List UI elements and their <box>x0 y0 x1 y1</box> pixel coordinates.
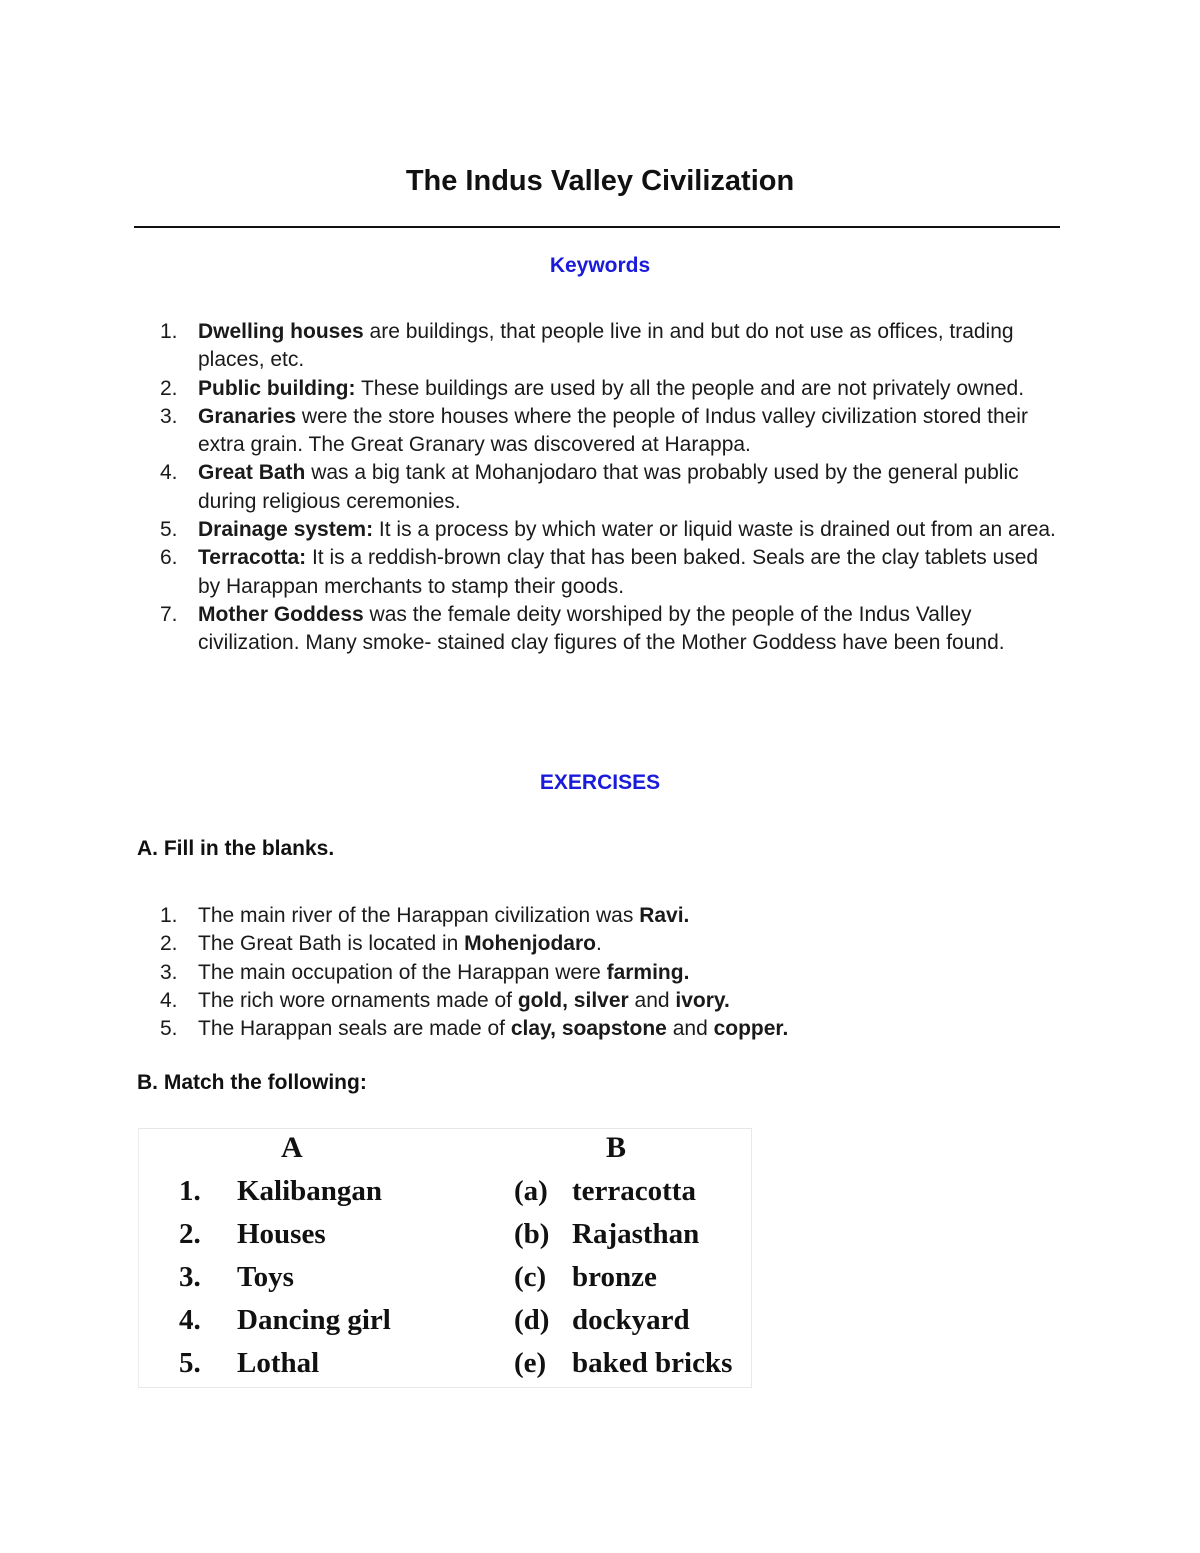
keyword-item <box>134 459 1064 516</box>
keyword-term: Mother Goddess <box>198 602 364 626</box>
match-row <box>139 1261 751 1301</box>
fill-blank-item <box>134 987 1064 1015</box>
keyword-term: Great Bath <box>198 461 306 485</box>
column-a-header: A <box>281 1131 303 1164</box>
fill-blank-item <box>134 902 1064 930</box>
column-b-header: B <box>606 1131 627 1164</box>
column-a-item: Toys <box>237 1261 294 1293</box>
keyword-number: 7. <box>160 602 178 626</box>
column-b-item: dockyard <box>572 1304 690 1336</box>
item-number: 1. <box>160 904 178 927</box>
fill-blank-item <box>134 930 1064 958</box>
answer-text: clay, soapstone <box>510 1017 667 1041</box>
item-number: 3. <box>160 960 178 984</box>
row-number: 4. <box>179 1304 201 1336</box>
statement-text: The main occupation of the Harappan were <box>198 960 607 984</box>
answer-text: gold, silver <box>517 988 629 1012</box>
keyword-definition: It is a process by which water or liquid waste is drained out from an area. <box>373 518 1056 542</box>
item-number: 4. <box>160 988 178 1012</box>
row-letter: (c) <box>514 1261 547 1293</box>
title-divider <box>134 226 1060 228</box>
column-b-item: bronze <box>572 1261 657 1293</box>
row-letter: (b) <box>514 1218 550 1250</box>
fill-blanks-heading: A. Fill in the blanks. <box>137 837 335 860</box>
keyword-term: Drainage system: <box>198 518 374 542</box>
keywords-heading: Keywords <box>549 254 651 277</box>
row-letter: (d) <box>514 1304 550 1336</box>
item-number: 5. <box>160 1017 178 1041</box>
keyword-number: 1. <box>160 320 178 343</box>
row-number: 1. <box>179 1175 201 1207</box>
match-heading: B. Match the following: <box>137 1071 367 1094</box>
column-b-item: baked bricks <box>572 1347 733 1379</box>
exercises-heading: EXERCISES <box>539 771 661 794</box>
keyword-number: 6. <box>160 546 178 570</box>
page-title: The Indus Valley Civilization <box>405 165 795 197</box>
statement-text: and <box>666 1017 714 1041</box>
row-letter: (a) <box>514 1175 548 1207</box>
match-table <box>138 1128 752 1388</box>
keyword-number: 5. <box>160 518 178 542</box>
keyword-item <box>134 516 1064 544</box>
keyword-item <box>134 318 1064 375</box>
answer-text: farming. <box>606 960 690 984</box>
fill-blank-item <box>134 1015 1064 1043</box>
column-a-item: Lothal <box>237 1347 320 1379</box>
answer-text: Mohenjodaro <box>464 932 596 956</box>
keyword-definition: was a big tank at Mohanjodaro that was probably used by the general public during religious ceremonies. <box>198 461 1019 513</box>
column-a-item: Houses <box>237 1218 326 1250</box>
answer-text: Ravi. <box>639 904 690 927</box>
row-number: 5. <box>179 1347 201 1379</box>
column-b-item: Rajasthan <box>572 1218 700 1250</box>
keyword-item <box>134 403 1064 460</box>
keyword-definition: were the store houses where the people of Indus valley civilization stored their extra grain. The Great Granary was discovered at Harappa. <box>198 404 1028 457</box>
keyword-item <box>134 544 1064 601</box>
keywords-list <box>134 318 1064 658</box>
keyword-number: 4. <box>160 461 178 485</box>
match-row <box>139 1347 751 1387</box>
match-row <box>139 1304 751 1344</box>
statement-text: The Harappan seals are made of <box>198 1017 511 1041</box>
statement-text: The rich wore ornaments made of <box>198 988 518 1012</box>
keyword-item <box>134 601 1064 658</box>
keyword-definition: These buildings are used by all the people and are not privately owned. <box>355 376 1025 400</box>
column-b-item: terracotta <box>572 1175 696 1207</box>
row-letter: (e) <box>514 1347 547 1379</box>
keyword-number: 2. <box>160 376 178 400</box>
fill-blank-item <box>134 959 1064 987</box>
answer-text: ivory. <box>675 988 730 1012</box>
keyword-item <box>134 375 1064 403</box>
statement-text: and <box>628 988 676 1012</box>
column-a-item: Dancing girl <box>237 1304 391 1336</box>
keyword-term: Public building: <box>198 376 356 400</box>
match-row <box>139 1218 751 1258</box>
statement-text: The Great Bath is located in <box>198 932 465 956</box>
statement-text: The main river of the Harappan civilization was <box>198 904 640 927</box>
match-row <box>139 1175 751 1215</box>
row-number: 2. <box>179 1218 201 1250</box>
answer-text: copper. <box>713 1017 789 1041</box>
keyword-definition: are buildings, that people live in and but do not use as offices, trading places, etc. <box>198 320 1014 372</box>
keyword-definition: was the female deity worshiped by the people of the Indus Valley civilization. Many smoke- stained clay figures of the Mother Goddess have been found. <box>198 602 1005 655</box>
keyword-number: 3. <box>160 404 178 428</box>
keyword-term: Terracotta: <box>198 546 307 570</box>
keyword-term: Dwelling houses <box>198 320 364 343</box>
column-a-item: Kalibangan <box>237 1175 383 1207</box>
keyword-definition: It is a reddish-brown clay that has been baked. Seals are the clay tablets used by Harappan merchants to stamp their goods. <box>198 546 1039 598</box>
item-number: 2. <box>160 932 178 956</box>
row-number: 3. <box>179 1261 201 1293</box>
fill-blanks-list <box>134 902 1064 1043</box>
keyword-term: Granaries <box>198 404 297 428</box>
statement-text: . <box>595 932 602 956</box>
